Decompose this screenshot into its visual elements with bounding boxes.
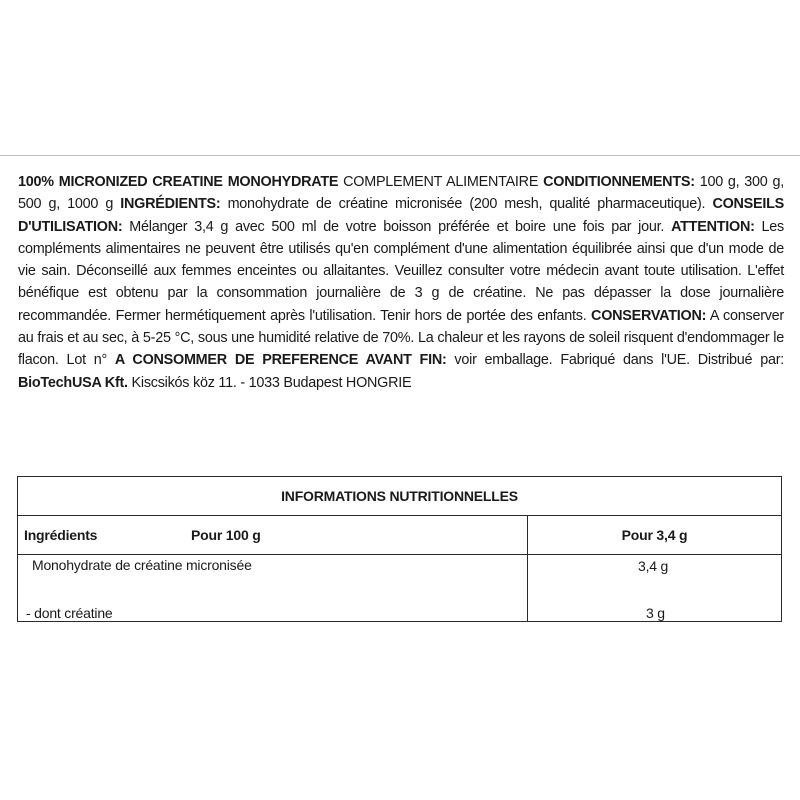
header-left-cell <box>18 516 528 555</box>
header-per-100g: Pour 100 g <box>191 527 261 543</box>
storage-heading: CONSERVATION: <box>591 307 707 324</box>
storage-text: A conserver au frais et au sec, à 5-25 °C, sous une humidité relative de 70%. La chaleur et les rayons de soleil risquent d'endommager le flacon. Lot n° <box>18 307 784 369</box>
warning-text: Les compléments alimentaires ne peuvent être utilisés qu'en complément d'une alimentation équilibrée ainsi que d'un mode de vie sain. Déconseillé aux femmes enceintes ou allaitantes. Veuillez consulter votre médecin avant toute utilisation. L'effet bénéfique est obtenu par la consommation journalière de 3 g de créatine. Ne pas dépasser la dose journalière recommandée. Fermer hermétiquement après l'utilisation. Tenir hors de portée des enfants. <box>18 218 785 324</box>
usage-text: Mélanger 3,4 g avec 500 ml de votre boisson préférée et boire une fois par jour. <box>122 218 672 235</box>
product-label-text <box>18 171 784 394</box>
ingredient-name: - dont créatine <box>26 605 113 621</box>
nutrition-header-row <box>18 516 782 555</box>
product-name: 100% MICRONIZED CREATINE MONOHYDRATE <box>18 174 339 190</box>
ingredients-heading: INGRÉDIENTS: <box>120 196 221 213</box>
ingredient-value: 3,4 g <box>638 558 669 574</box>
distributor-name: BioTechUSA Kft. <box>18 374 128 391</box>
ingredient-names-cell <box>18 555 528 622</box>
best-before-heading: A CONSOMMER DE PREFERENCE AVANT FIN: <box>114 352 447 369</box>
best-before-text: voir emballage. Fabriqué dans l'UE. Distribué par: <box>446 352 784 369</box>
nutrition-title: INFORMATIONS NUTRITIONNELLES <box>18 477 782 516</box>
distributor-address: Kiscsikós köz 11. - 1033 Budapest HONGRIE <box>127 374 412 391</box>
nutrition-table <box>17 476 782 622</box>
packaging-heading: CONDITIONNEMENTS: <box>543 174 695 190</box>
header-ingredients: Ingrédients <box>24 527 98 543</box>
nutrition-title-row <box>18 477 782 516</box>
product-type: COMPLEMENT ALIMENTAIRE <box>338 174 544 190</box>
nutrition-body-row <box>18 555 782 622</box>
header-per-serving: Pour 3,4 g <box>528 516 782 555</box>
usage-heading: CONSEILS D'UTILISATION: <box>18 196 784 235</box>
ingredient-value: 3 g <box>646 605 665 621</box>
top-divider <box>0 155 800 156</box>
ingredients-text: monohydrate de créatine micronisée (200 mesh, qualité pharmaceutique). <box>220 196 713 213</box>
packaging-text: 100 g, 300 g, 500 g, 1000 g <box>18 174 784 213</box>
ingredient-name: Monohydrate de créatine micronisée <box>32 557 252 573</box>
serving-values-cell <box>528 555 782 622</box>
warning-heading: ATTENTION: <box>671 218 755 235</box>
